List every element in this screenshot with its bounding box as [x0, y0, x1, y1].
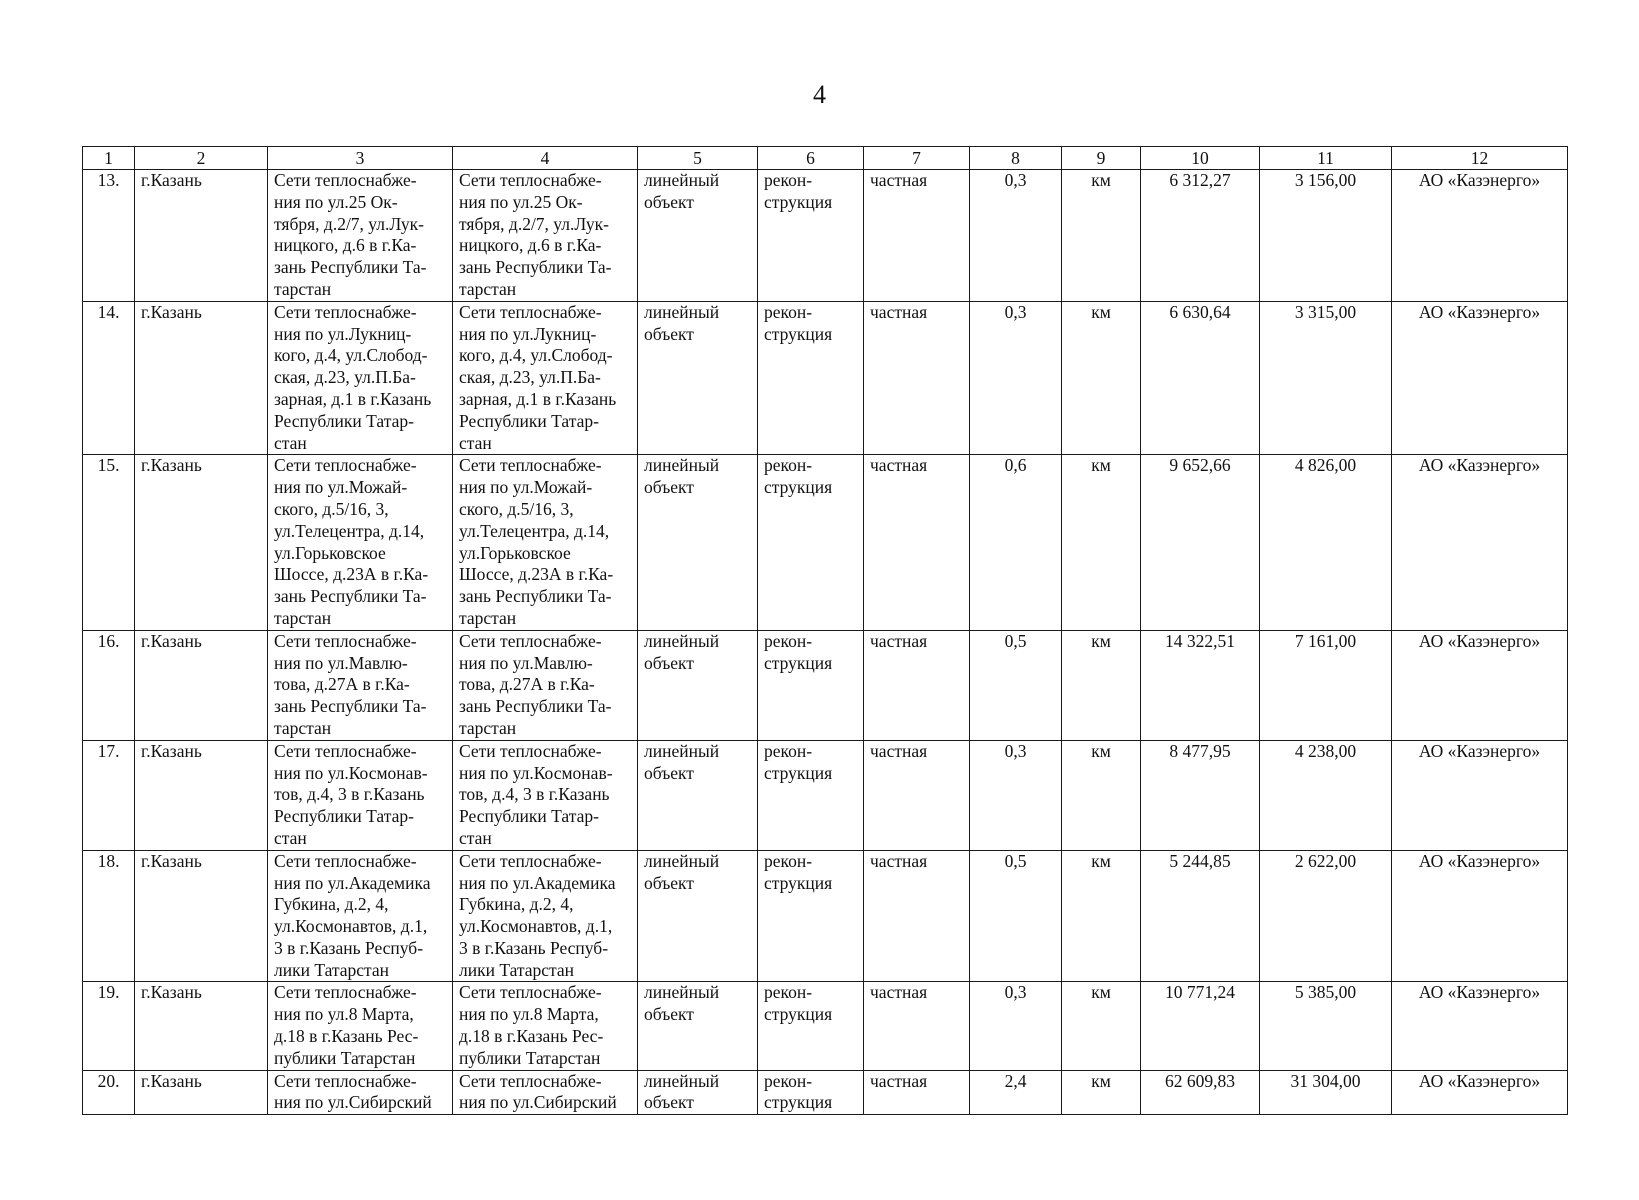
cell-line: объект: [644, 652, 694, 673]
cell-line: Сети теплоснабже-: [459, 1070, 602, 1091]
cell-line: публики Татарстан: [274, 1047, 416, 1068]
column-number: 8: [970, 147, 1062, 170]
column-number: 3: [268, 147, 453, 170]
cell-line: тов, д.4, 3 в г.Казань: [459, 784, 610, 805]
cell-line: ния по ул.Академика: [459, 872, 616, 893]
cell-line: ния по ул.Академика: [274, 872, 431, 893]
cell-line: ского, д.5/16, 3,: [459, 498, 574, 519]
length-cell: 0,3: [970, 170, 1062, 302]
object-name-duplicate-cell: [453, 740, 638, 850]
row-number-cell: 16.: [83, 630, 135, 740]
cell-line: рекон-: [764, 301, 813, 322]
ownership-cell: частная: [864, 850, 970, 982]
cell-line: линейный: [644, 850, 720, 871]
object-name-duplicate-cell: [453, 455, 638, 630]
object-type-cell: [638, 740, 758, 850]
object-name-cell: [268, 301, 453, 455]
cell-line: зань Республики Та-: [459, 257, 612, 278]
row-number-cell: 13.: [83, 170, 135, 302]
object-name-duplicate-cell: [453, 1070, 638, 1115]
objects-table: [82, 146, 1568, 1115]
work-type-cell: [758, 740, 864, 850]
table-row: [83, 982, 1568, 1070]
cell-line: линейный: [644, 301, 720, 322]
cell-line: Сети теплоснабже-: [274, 982, 417, 1003]
organization-cell: АО «Казэнерго»: [1392, 630, 1568, 740]
cell-line: струкция: [764, 652, 833, 673]
cell-line: Сети теплоснабже-: [274, 1070, 417, 1091]
column-number: 1: [83, 147, 135, 170]
cell-line: рекон-: [764, 170, 813, 190]
cell-line: тября, д.2/7, ул.Лук-: [459, 213, 609, 234]
cell-line: ния по ул.Сибирский: [274, 1092, 432, 1113]
unit-cell: км: [1062, 1070, 1141, 1115]
cell-line: Сети теплоснабже-: [274, 850, 417, 871]
cell-line: публики Татарстан: [459, 1047, 601, 1068]
object-name-duplicate-cell: [453, 170, 638, 302]
length-cell: 2,4: [970, 1070, 1062, 1115]
table-row: [83, 1070, 1568, 1115]
cell-line: струкция: [764, 1092, 833, 1113]
ownership-cell: частная: [864, 630, 970, 740]
cell-line: тарстан: [459, 607, 517, 628]
cell-line: Сети теплоснабже-: [274, 630, 417, 651]
object-name-duplicate-cell: [453, 982, 638, 1070]
cell-line: объект: [644, 323, 694, 344]
cell-line: ницкого, д.6 в г.Ка-: [274, 235, 417, 256]
unit-cell: км: [1062, 850, 1141, 982]
cell-line: струкция: [764, 323, 833, 344]
cell-line: д.18 в г.Казань Рес-: [459, 1026, 604, 1047]
cell-line: ния по ул.25 Ок-: [459, 191, 583, 212]
cell-line: Сети теплоснабже-: [274, 455, 417, 476]
unit-cell: км: [1062, 740, 1141, 850]
amount-cell: 5 385,00: [1260, 982, 1392, 1070]
cell-line: ул.Космонавтов, д.1,: [459, 916, 613, 937]
cost-cell: 9 652,66: [1141, 455, 1260, 630]
unit-cell: км: [1062, 982, 1141, 1070]
organization-cell: АО «Казэнерго»: [1392, 455, 1568, 630]
cell-line: ния по ул.8 Марта,: [274, 1004, 414, 1025]
cell-line: Губкина, д.2, 4,: [459, 894, 574, 915]
object-name-cell: [268, 1070, 453, 1115]
cost-cell: 62 609,83: [1141, 1070, 1260, 1115]
cell-line: Шоссе, д.23А в г.Ка-: [459, 564, 614, 585]
cell-line: зарная, д.1 в г.Казань: [274, 388, 432, 409]
amount-cell: 2 622,00: [1260, 850, 1392, 982]
cell-line: Сети теплоснабже-: [459, 455, 602, 476]
column-number: 5: [638, 147, 758, 170]
cell-line: рекон-: [764, 740, 813, 761]
cell-line: ния по ул.Лукниц-: [274, 323, 412, 344]
length-cell: 0,3: [970, 740, 1062, 850]
cost-cell: 6 312,27: [1141, 170, 1260, 302]
cell-line: объект: [644, 191, 694, 212]
unit-cell: км: [1062, 455, 1141, 630]
table-row: [83, 301, 1568, 455]
cell-line: струкция: [764, 872, 833, 893]
object-type-cell: [638, 630, 758, 740]
cell-line: Республики Татар-: [459, 410, 599, 431]
cell-line: Шоссе, д.23А в г.Ка-: [274, 564, 429, 585]
cell-line: объект: [644, 872, 694, 893]
length-cell: 0,5: [970, 850, 1062, 982]
amount-cell: 4 238,00: [1260, 740, 1392, 850]
cell-line: ского, д.5/16, 3,: [274, 498, 389, 519]
row-number-cell: 20.: [83, 1070, 135, 1115]
cell-line: Сети теплоснабже-: [459, 850, 602, 871]
city-cell: г.Казань: [135, 630, 268, 740]
cell-line: ния по ул.Космонав-: [459, 762, 613, 783]
cost-cell: 8 477,95: [1141, 740, 1260, 850]
cell-line: линейный: [644, 170, 720, 190]
object-name-cell: [268, 455, 453, 630]
row-number-cell: 19.: [83, 982, 135, 1070]
object-name-cell: [268, 982, 453, 1070]
cell-line: стан: [459, 827, 492, 848]
cell-line: това, д.27А в г.Ка-: [274, 674, 410, 695]
table-row: [83, 630, 1568, 740]
column-number: 10: [1141, 147, 1260, 170]
cell-line: Сети теплоснабже-: [274, 301, 417, 322]
column-number: 4: [453, 147, 638, 170]
column-number: 6: [758, 147, 864, 170]
cell-line: ния по ул.Можай-: [459, 477, 593, 498]
work-type-cell: [758, 1070, 864, 1115]
cell-line: лики Татарстан: [274, 959, 390, 980]
cell-line: кого, д.4, ул.Слобод-: [274, 345, 428, 366]
column-number: 12: [1392, 147, 1568, 170]
city-cell: г.Казань: [135, 170, 268, 302]
organization-cell: АО «Казэнерго»: [1392, 1070, 1568, 1115]
table-row: [83, 740, 1568, 850]
object-name-cell: [268, 850, 453, 982]
cell-line: Сети теплоснабже-: [274, 740, 417, 761]
column-number: 9: [1062, 147, 1141, 170]
cell-line: рекон-: [764, 982, 813, 1003]
cell-line: лики Татарстан: [459, 959, 575, 980]
table-row: [83, 170, 1568, 302]
cell-line: линейный: [644, 982, 720, 1003]
cell-line: струкция: [764, 191, 833, 212]
cell-line: ницкого, д.6 в г.Ка-: [459, 235, 602, 256]
cell-line: 3 в г.Казань Респуб-: [274, 937, 424, 958]
cell-line: ул.Горьковское: [274, 542, 386, 563]
cell-line: Республики Татар-: [274, 806, 414, 827]
column-number: 7: [864, 147, 970, 170]
length-cell: 0,3: [970, 301, 1062, 455]
row-number-cell: 17.: [83, 740, 135, 850]
cost-cell: 14 322,51: [1141, 630, 1260, 740]
cell-line: Республики Татар-: [274, 410, 414, 431]
cell-line: зань Республики Та-: [459, 586, 612, 607]
cell-line: Сети теплоснабже-: [459, 630, 602, 651]
column-number: 2: [135, 147, 268, 170]
ownership-cell: частная: [864, 301, 970, 455]
amount-cell: 31 304,00: [1260, 1070, 1392, 1115]
cell-line: ул.Телецентра, д.14,: [274, 520, 425, 541]
cell-line: тября, д.2/7, ул.Лук-: [274, 213, 424, 234]
object-name-duplicate-cell: [453, 850, 638, 982]
cell-line: Сети теплоснабже-: [274, 170, 417, 190]
cell-line: рекон-: [764, 1070, 813, 1091]
cell-line: ния по ул.Можай-: [274, 477, 408, 498]
cell-line: рекон-: [764, 850, 813, 871]
object-name-cell: [268, 740, 453, 850]
amount-cell: 7 161,00: [1260, 630, 1392, 740]
cell-line: тарстан: [274, 717, 332, 738]
length-cell: 0,5: [970, 630, 1062, 740]
column-number: 11: [1260, 147, 1392, 170]
cell-line: ния по ул.8 Марта,: [459, 1004, 599, 1025]
city-cell: г.Казань: [135, 455, 268, 630]
city-cell: г.Казань: [135, 850, 268, 982]
cell-line: д.18 в г.Казань Рес-: [274, 1026, 419, 1047]
cell-line: ния по ул.Мавлю-: [459, 652, 593, 673]
column-numbers-row: [83, 147, 1568, 170]
organization-cell: АО «Казэнерго»: [1392, 301, 1568, 455]
length-cell: 0,3: [970, 982, 1062, 1070]
cell-line: линейный: [644, 630, 720, 651]
cell-line: стан: [274, 827, 307, 848]
cell-line: Сети теплоснабже-: [459, 170, 602, 190]
object-type-cell: [638, 170, 758, 302]
object-type-cell: [638, 850, 758, 982]
cell-line: ния по ул.25 Ок-: [274, 191, 398, 212]
cell-line: объект: [644, 477, 694, 498]
cell-line: тарстан: [459, 717, 517, 738]
cell-line: зарная, д.1 в г.Казань: [459, 388, 617, 409]
cell-line: струкция: [764, 477, 833, 498]
cell-line: ния по ул.Мавлю-: [274, 652, 408, 673]
cell-line: това, д.27А в г.Ка-: [459, 674, 595, 695]
cell-line: Сети теплоснабже-: [459, 301, 602, 322]
city-cell: г.Казань: [135, 301, 268, 455]
cell-line: тарстан: [459, 278, 517, 299]
work-type-cell: [758, 170, 864, 302]
cell-line: стан: [459, 432, 492, 453]
object-name-cell: [268, 630, 453, 740]
cell-line: Сети теплоснабже-: [459, 740, 602, 761]
row-number-cell: 18.: [83, 850, 135, 982]
cell-line: линейный: [644, 740, 720, 761]
object-type-cell: [638, 982, 758, 1070]
ownership-cell: частная: [864, 1070, 970, 1115]
cell-line: тарстан: [274, 607, 332, 628]
unit-cell: км: [1062, 170, 1141, 302]
amount-cell: 3 315,00: [1260, 301, 1392, 455]
city-cell: г.Казань: [135, 740, 268, 850]
ownership-cell: частная: [864, 982, 970, 1070]
object-type-cell: [638, 301, 758, 455]
object-name-cell: [268, 170, 453, 302]
organization-cell: АО «Казэнерго»: [1392, 850, 1568, 982]
table-row: [83, 455, 1568, 630]
page-number: 4: [813, 80, 826, 109]
city-cell: г.Казань: [135, 1070, 268, 1115]
table-row: [83, 850, 1568, 982]
work-type-cell: [758, 630, 864, 740]
object-name-duplicate-cell: [453, 630, 638, 740]
work-type-cell: [758, 455, 864, 630]
amount-cell: 3 156,00: [1260, 170, 1392, 302]
cell-line: зань Республики Та-: [274, 696, 427, 717]
cell-line: Сети теплоснабже-: [459, 982, 602, 1003]
cell-line: объект: [644, 1004, 694, 1025]
unit-cell: км: [1062, 630, 1141, 740]
cell-line: кого, д.4, ул.Слобод-: [459, 345, 613, 366]
cell-line: Республики Татар-: [459, 806, 599, 827]
cell-line: ская, д.23, ул.П.Ба-: [459, 367, 601, 388]
cell-line: тарстан: [274, 278, 332, 299]
cell-line: линейный: [644, 1070, 720, 1091]
cell-line: линейный: [644, 455, 720, 476]
cell-line: ул.Горьковское: [459, 542, 571, 563]
cell-line: ния по ул.Сибирский: [459, 1092, 617, 1113]
ownership-cell: частная: [864, 740, 970, 850]
cell-line: Губкина, д.2, 4,: [274, 894, 389, 915]
cost-cell: 6 630,64: [1141, 301, 1260, 455]
row-number-cell: 14.: [83, 301, 135, 455]
organization-cell: АО «Казэнерго»: [1392, 170, 1568, 302]
object-type-cell: [638, 1070, 758, 1115]
object-name-duplicate-cell: [453, 301, 638, 455]
cell-line: ния по ул.Космонав-: [274, 762, 428, 783]
work-type-cell: [758, 982, 864, 1070]
unit-cell: км: [1062, 301, 1141, 455]
work-type-cell: [758, 850, 864, 982]
ownership-cell: частная: [864, 170, 970, 302]
cell-line: струкция: [764, 1004, 833, 1025]
organization-cell: АО «Казэнерго»: [1392, 740, 1568, 850]
cell-line: зань Республики Та-: [274, 257, 427, 278]
cell-line: струкция: [764, 762, 833, 783]
city-cell: г.Казань: [135, 982, 268, 1070]
work-type-cell: [758, 301, 864, 455]
cell-line: ния по ул.Лукниц-: [459, 323, 597, 344]
object-type-cell: [638, 455, 758, 630]
cell-line: ул.Космонавтов, д.1,: [274, 916, 428, 937]
organization-cell: АО «Казэнерго»: [1392, 982, 1568, 1070]
cell-line: стан: [274, 432, 307, 453]
table-body: [83, 147, 1568, 1115]
cell-line: рекон-: [764, 630, 813, 651]
cell-line: 3 в г.Казань Респуб-: [459, 937, 609, 958]
cost-cell: 10 771,24: [1141, 982, 1260, 1070]
cell-line: ул.Телецентра, д.14,: [459, 520, 610, 541]
cell-line: объект: [644, 762, 694, 783]
cell-line: рекон-: [764, 455, 813, 476]
cell-line: зань Республики Та-: [459, 696, 612, 717]
cell-line: тов, д.4, 3 в г.Казань: [274, 784, 425, 805]
cell-line: зань Республики Та-: [274, 586, 427, 607]
length-cell: 0,6: [970, 455, 1062, 630]
row-number-cell: 15.: [83, 455, 135, 630]
amount-cell: 4 826,00: [1260, 455, 1392, 630]
cell-line: ская, д.23, ул.П.Ба-: [274, 367, 416, 388]
cost-cell: 5 244,85: [1141, 850, 1260, 982]
cell-line: объект: [644, 1092, 694, 1113]
ownership-cell: частная: [864, 455, 970, 630]
